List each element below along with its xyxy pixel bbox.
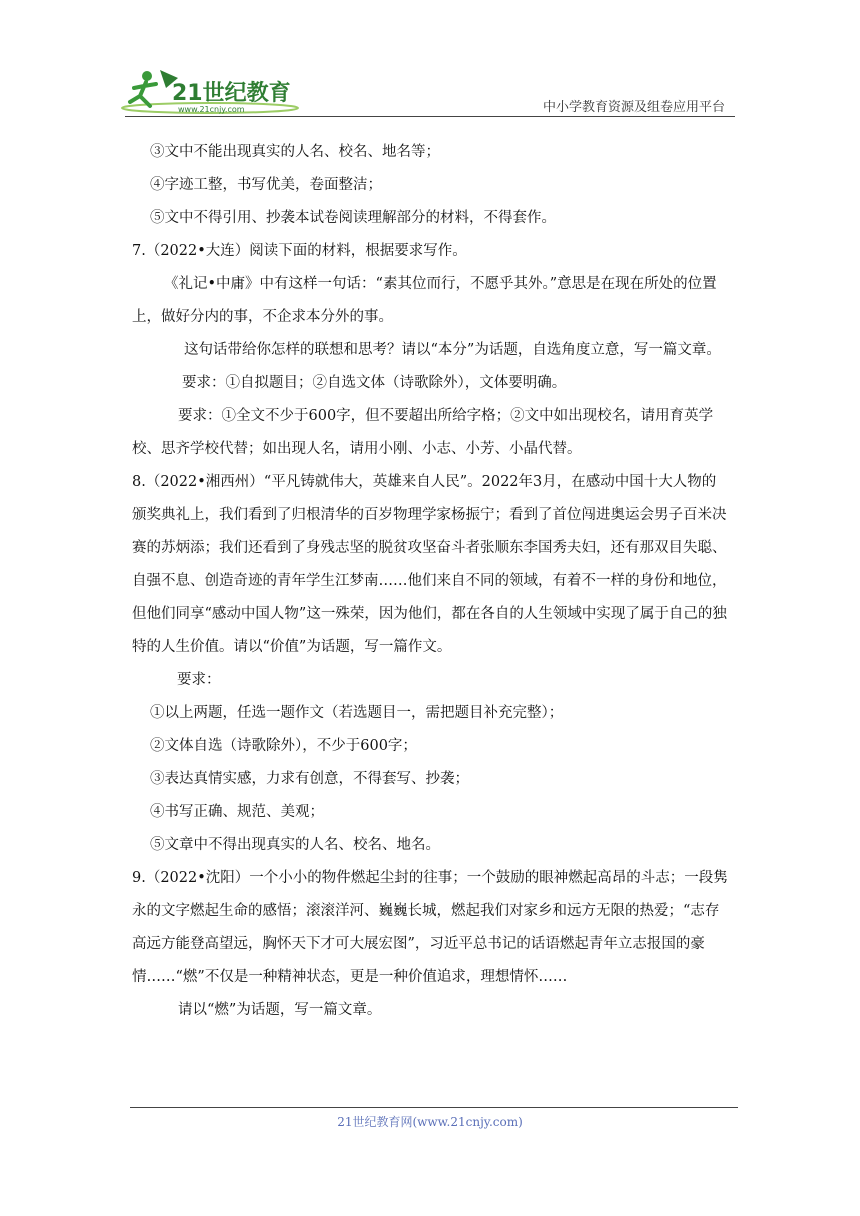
question-8-req-5: ⑤文章中不得出现真实的人名、校名、地名。 [150,837,440,853]
footer-link[interactable]: 21世纪教育网(www.21cnjy.com) [337,1115,523,1129]
req-line-5: ⑤文中不得引用、抄袭本试卷阅读理解部分的材料，不得套作。 [150,210,556,226]
page-header [0,0,860,120]
req-line-4: ④字迹工整，书写优美，卷面整洁； [150,177,382,193]
question-8-text: 8.（2022•湘西州）“平凡铸就伟大，英雄来自人民”。2022年3月，在感动中国十大人物的颁奖典礼上，我们看到了归根清华的百岁物理学家杨振宁；看到了首位闯进奥运会男子百米决赛的苏炳添；我们还看到了身残志坚的脱贫攻坚奋斗者张顺东李国秀夫妇，还有那双目失聪、自强不息、创造奇迹的青年学生江梦南……他们来自不同的领域，有着不一样的身份和地位，但他们同享“感动中国人物”这一殊荣，因为他们，都在各自的人生领域中实现了属于自己的独特的人生价值。请以“价值”为话题，写一篇作文。 [132,474,727,655]
question-8-req-1: ①以上两题，任选一题作文（若选题目一，需把题目补充完整）； [150,705,564,721]
platform-name: 中小学教育资源及组卷应用平台 [542,100,725,115]
question-9-text: 9.（2022•沈阳）一个小小的物件燃起尘封的往事；一个鼓励的眼神燃起高昂的斗志；一段隽永的文字燃起生命的感悟；滚滚洋河、巍巍长城，燃起我们对家乡和远方无限的热爱；“志存高远方能登高望远，胸怀天下才可大展宏图”，习近平总书记的话语燃起青年立志报国的豪情……“燃”不仅是一种精神状态，更是一种价值追求，理想情怀…… [132,870,728,985]
logo [120,66,300,116]
question-7-title: 7.（2022•大连）阅读下面的材料，根据要求写作。 [132,243,467,259]
question-9-prompt: 请以“燃”为话题，写一篇文章。 [178,1002,382,1018]
logo-url: www.21cnjy.com [178,105,245,114]
footer-divider [130,1107,738,1108]
runner-icon [120,66,300,116]
question-7-requirement-2: 要求：①全文不少于600字，但不要超出所给字格；②文中如出现校名，请用育英学校、思齐学校代替；如出现人名，请用小刚、小志、小芳、小晶代替。 [132,408,714,457]
document-body [132,136,730,1027]
question-8-req-4: ④书写正确、规范、美观； [150,804,324,820]
question-8-req-2: ②文体自选（诗歌除外），不少于600字； [150,738,417,754]
question-7-requirement-1: 要求：①自拟题目；②自选文体（诗歌除外），文体要明确。 [182,375,567,391]
question-8-req-3: ③表达真情实感，力求有创意，不得套写、抄袭； [150,771,469,787]
header-divider [125,116,735,117]
req-line-3: ③文中不能出现真实的人名、校名、地名等； [150,144,440,160]
question-7-prompt: 这句话带给你怎样的联想和思考？请以“本分”为话题，自选角度立意，写一篇文章。 [184,342,721,358]
question-7-material: 《礼记•中庸》中有这样一句话：“素其位而行，不愿乎其外。”意思是在现在所处的位置上，做好分内的事，不企求本分外的事。 [132,276,717,325]
question-8-requirement-label: 要求： [177,672,221,688]
logo-text: 21世纪教育 [172,81,291,106]
